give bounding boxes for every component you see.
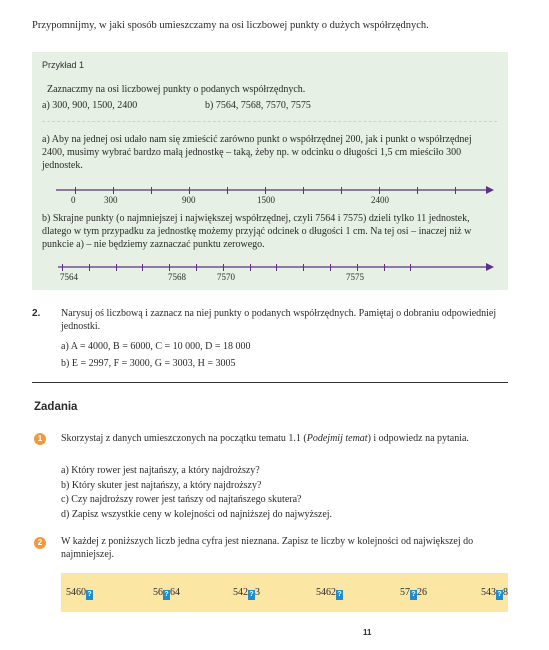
section-divider: [32, 382, 508, 383]
unknown-digit-box: ?: [337, 591, 342, 598]
number-line-a: [56, 184, 496, 198]
task-1-text: [61, 432, 501, 445]
axis-tick: [113, 187, 114, 194]
axis-tick: [89, 264, 90, 271]
axis-tick: [357, 264, 358, 271]
unknown-digit-box: ?: [164, 591, 169, 598]
task-1-text-after: ) i odpowiedz na pytania.: [367, 433, 469, 444]
unknown-digit-box: ?: [497, 591, 502, 598]
axis-tick: [303, 264, 304, 271]
question-number: 2.: [32, 308, 41, 319]
axis-tick: [75, 187, 76, 194]
axis-tick: [330, 264, 331, 271]
number-item: 56?64: [153, 587, 180, 598]
axis-b-label-7570: 7570: [217, 272, 235, 282]
number-line-b: [58, 261, 498, 275]
question-part-a: a) A = 4000, B = 6000, C = 10 000, D = 18 000: [61, 341, 251, 352]
axis-tick: [250, 264, 251, 271]
example-part-a: a) 300, 900, 1500, 2400: [42, 100, 138, 111]
axis-tick: [223, 264, 224, 271]
axis-tick: [116, 264, 117, 271]
number-item: 57?26: [400, 587, 427, 598]
intro-text: Przypomnijmy, w jaki sposób umieszczamy na osi liczbowej punkty o dużych współrzędnych.: [32, 20, 429, 31]
axis-tick: [384, 264, 385, 271]
axis-b-label-7564: 7564: [60, 272, 78, 282]
axis-a-label-900: 900: [182, 195, 196, 205]
axis-tick: [341, 187, 342, 194]
section-title: Zadania: [34, 401, 78, 413]
axis-tick: [62, 264, 63, 271]
task-1-badge: 1: [34, 433, 46, 445]
number-item: 5460?: [66, 587, 92, 598]
explanation-a: a) Aby na jednej osi udało nam się zmieścić zarówno punkt o współrzędnej 200, jak i punkt o współrzędnej 2400, musimy wybrać bardzo małą jednostkę – taką, żeby np. w odcinku o długości 1,5 cm mieściło 300 jednostek.: [42, 134, 472, 171]
number-item: 5462?: [316, 587, 342, 598]
axis-tick: [455, 187, 456, 194]
page-number: 11: [363, 628, 372, 637]
axis-a-label-0: 0: [71, 195, 76, 205]
task-1-text-italic: Podejmij temat: [306, 433, 368, 444]
unknown-digit-box: ?: [249, 591, 254, 598]
task-1-item: a) Który rower jest najtańszy, a który najdroższy?: [61, 465, 260, 476]
axis-tick: [379, 187, 380, 194]
axis-tick: [417, 187, 418, 194]
task-2-text: W każdej z poniższych liczb jedna cyfra jest nieznana. Zapisz te liczby w kolejności od największej do najmniejszej.: [61, 536, 474, 560]
example-task: Zaznaczmy na osi liczbowej punkty o podanych współrzędnych.: [47, 84, 306, 95]
axis-tick: [169, 264, 170, 271]
axis-tick: [196, 264, 197, 271]
number-item: 543?8: [481, 587, 508, 598]
axis-tick: [276, 264, 277, 271]
example-part-b: b) 7564, 7568, 7570, 7575: [205, 100, 311, 111]
axis-tick: [142, 264, 143, 271]
example-title: Przykład 1: [42, 60, 85, 70]
task-1-text-before: Skorzystaj z danych umieszczonych na początku tematu 1.1 (: [61, 433, 307, 444]
explanation-b: b) Skrajne punkty (o najmniejszej i największej współrzędnej, czyli 7564 i 7575) dzieli tylko 11 jednostek, dlatego w tym przypadku za jednostkę możemy przyjąć odcinek o długości 1 cm. Na tej osi – inaczej niż w punkcie a) – nie będziemy zaznaczać punktu zerowego.: [42, 213, 472, 250]
axis-a-label-300: 300: [104, 195, 118, 205]
number-item: 542?3: [233, 587, 260, 598]
task-1-item: b) Który skuter jest najtańszy, a który najdroższy?: [61, 479, 262, 491]
task-2-badge: 2: [34, 537, 46, 549]
divider: [42, 121, 497, 122]
axis-tick: [151, 187, 152, 194]
axis-b-label-7575: 7575: [346, 272, 364, 282]
numbers-strip: [61, 573, 508, 612]
unknown-digit-box: ?: [411, 591, 416, 598]
axis-a-label-2400: 2400: [371, 195, 389, 205]
task-1-item: d) Zapisz wszystkie ceny w kolejności od najniższej do najwyższej.: [61, 508, 333, 520]
axis-tick: [410, 264, 411, 271]
axis-tick: [303, 187, 304, 194]
question-part-b: b) E = 2997, F = 3000, G = 3003, H = 3005: [61, 358, 236, 369]
task-1-item: c) Czy najdroższy rower jest tańszy od najtańszego skutera?: [61, 494, 302, 505]
task-1-list: [61, 464, 332, 522]
axis-tick: [189, 187, 190, 194]
axis-b-label-7568: 7568: [168, 272, 186, 282]
axis-a-label-1500: 1500: [257, 195, 275, 205]
question-text: Narysuj oś liczbową i zaznacz na niej punkty o podanych współrzędnych. Pamiętaj o dobraniu odpowiedniej jednostki.: [61, 308, 497, 332]
unknown-digit-box: ?: [87, 591, 92, 598]
axis-tick: [265, 187, 266, 194]
axis-tick: [227, 187, 228, 194]
